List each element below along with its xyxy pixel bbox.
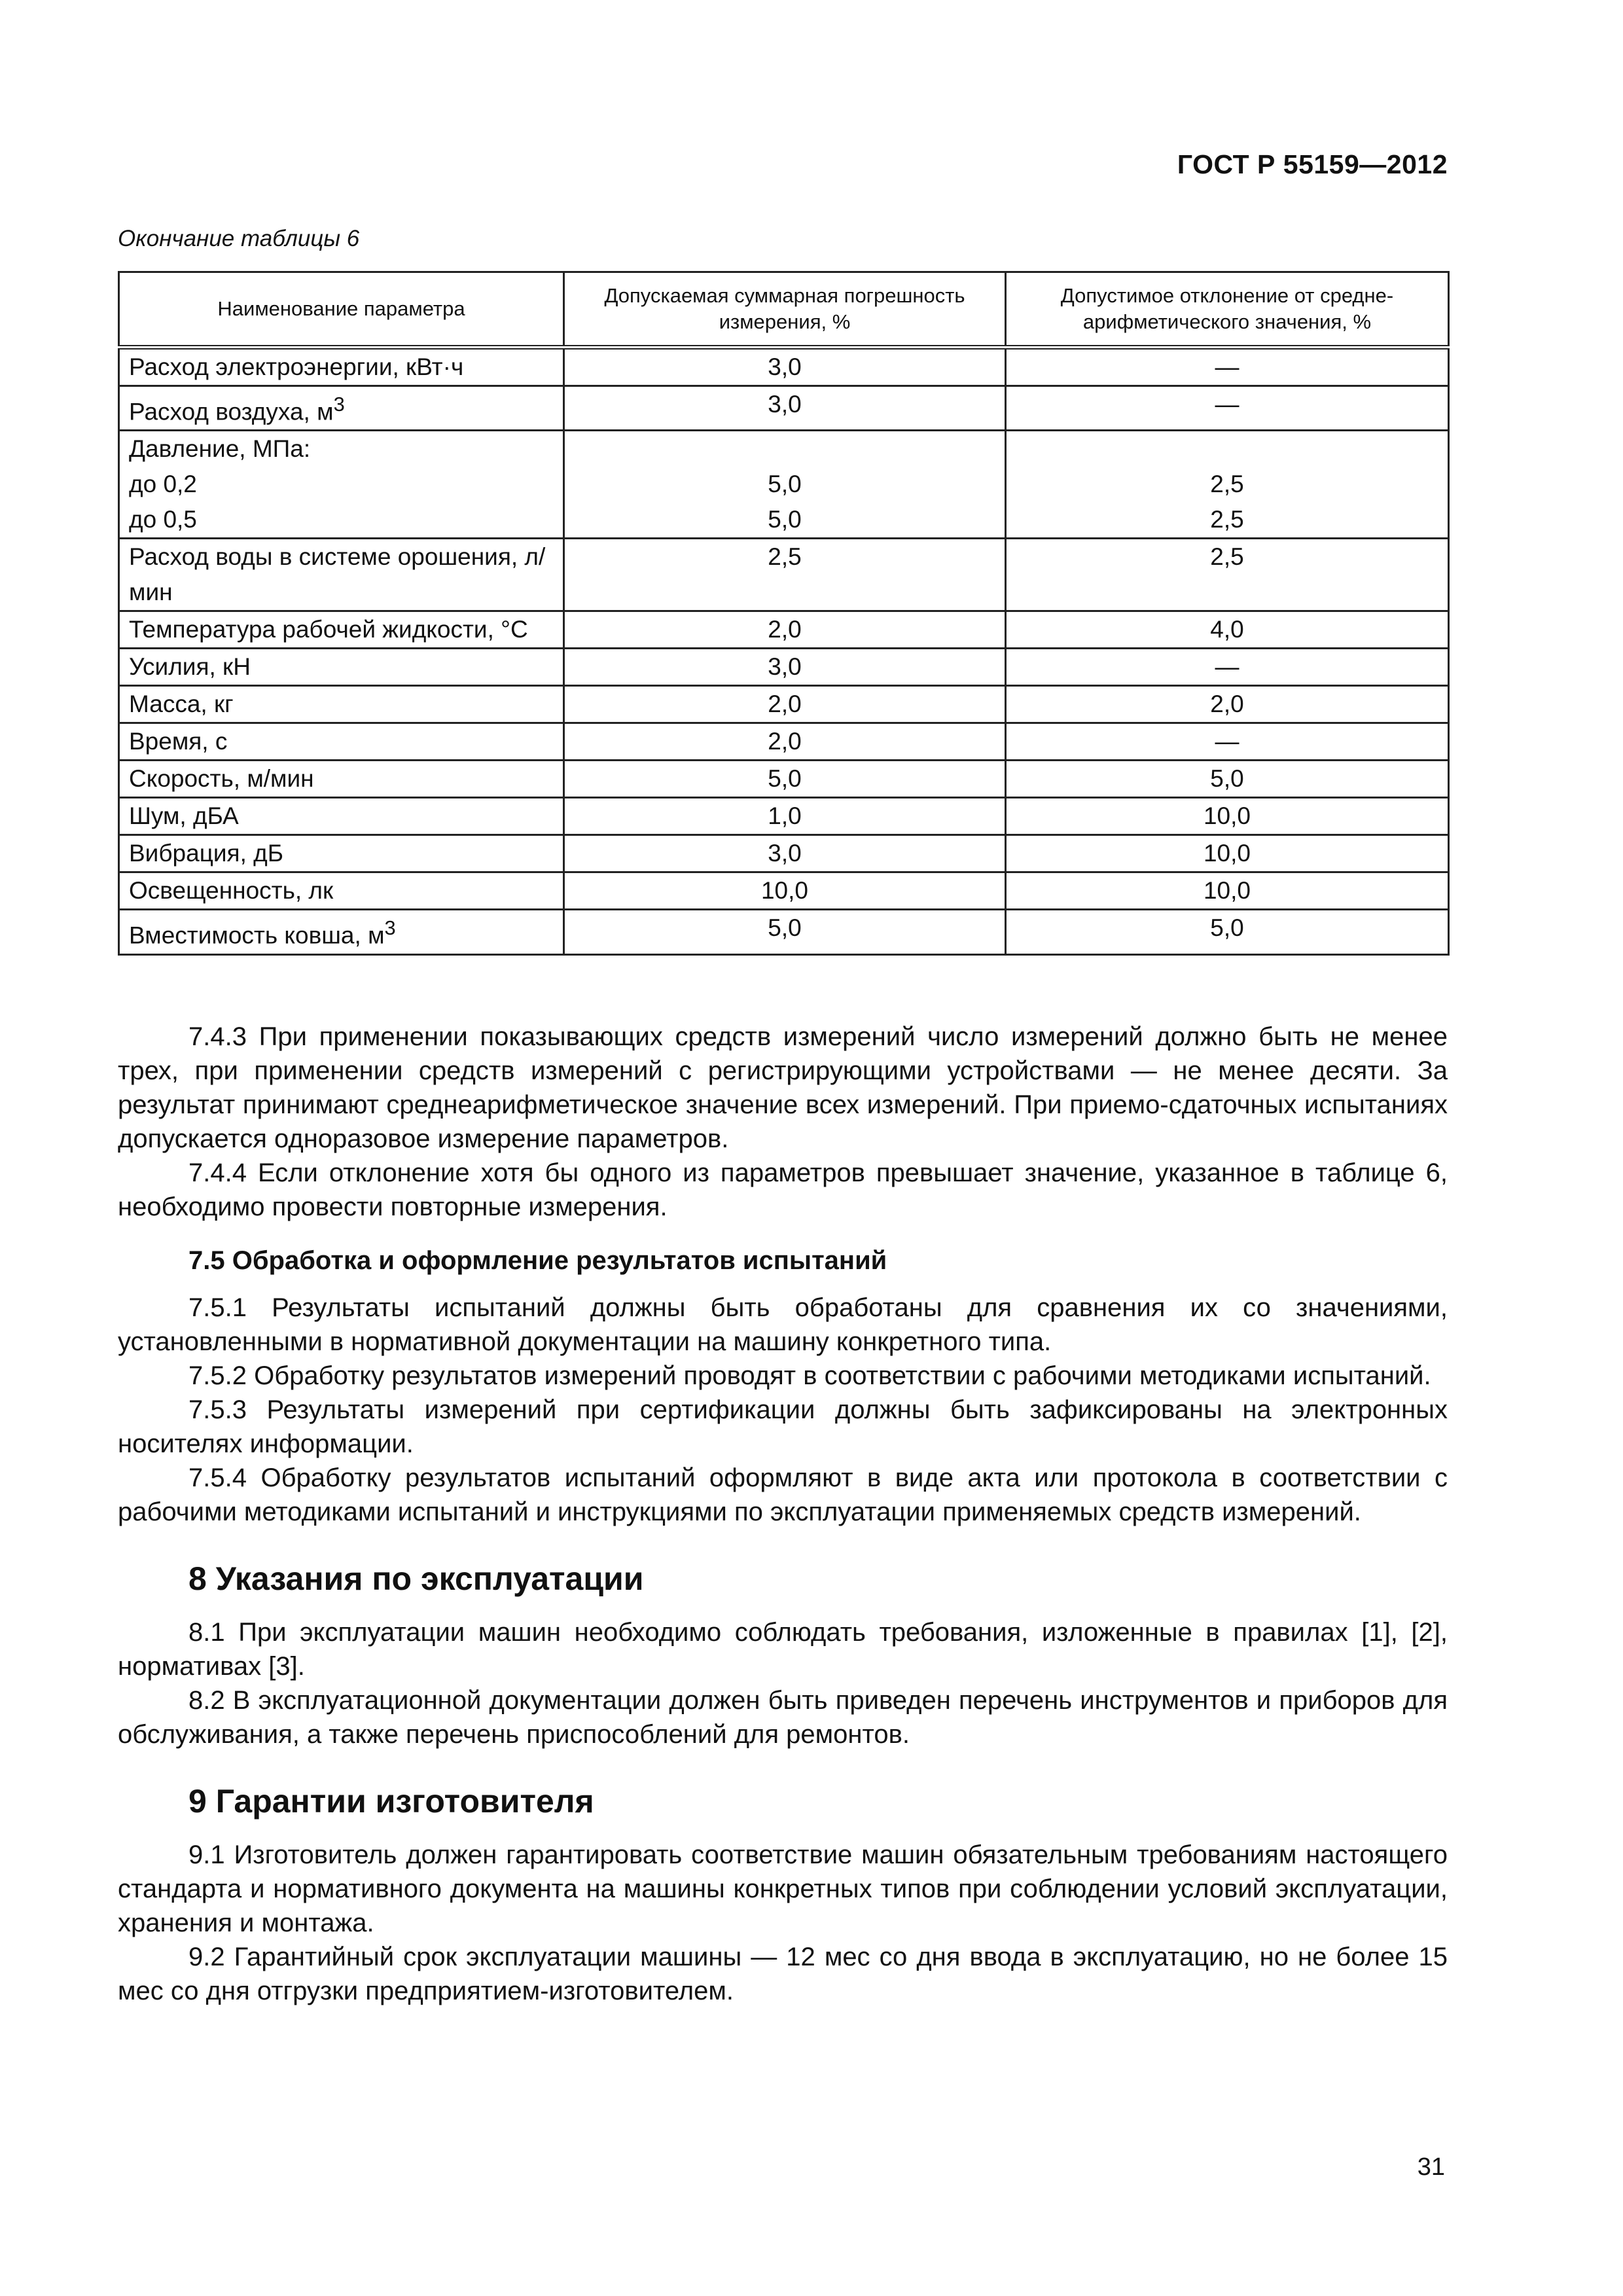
- table-row: [119, 431, 1449, 467]
- row-deviation: 10,0: [1006, 798, 1449, 835]
- row-deviation: —: [1006, 649, 1449, 686]
- row-name: Скорость, м/мин: [119, 761, 564, 798]
- table-row: [119, 835, 1449, 872]
- row-error: 3,0: [564, 649, 1006, 686]
- row-error: 3,0: [564, 835, 1006, 872]
- row-name: Расход воды в системе орошения, л/мин: [119, 539, 564, 611]
- header-measurement-error: Допускаемая суммарная погрешность измерения, %: [564, 272, 1006, 348]
- row-error: [564, 431, 1006, 467]
- row-deviation: 10,0: [1006, 835, 1449, 872]
- row-error: 1,0: [564, 798, 1006, 835]
- row-error: 5,0: [564, 467, 1006, 502]
- table-row: [119, 910, 1449, 954]
- header-deviation: Допустимое отклонение от средне-арифметического значения, %: [1006, 272, 1449, 348]
- row-deviation: 2,5: [1006, 467, 1449, 502]
- row-deviation: 5,0: [1006, 761, 1449, 798]
- section-heading-9: 9 Гарантии изготовителя: [188, 1783, 594, 1820]
- page-number: 31: [1417, 2153, 1445, 2181]
- row-error: 10,0: [564, 872, 1006, 910]
- row-name-cell: [119, 910, 564, 954]
- row-name: Шум, дБА: [119, 798, 564, 835]
- row-deviation: —: [1006, 386, 1449, 431]
- paragraph-7-5-2: 7.5.2 Обработку результатов измерений проводят в соответствии с рабочими методиками испытаний.: [188, 1361, 1431, 1390]
- row-name: Вместимость ковша, м: [129, 922, 385, 949]
- row-error: 2,0: [564, 686, 1006, 723]
- paragraph-9-2: 9.2 Гарантийный срок эксплуатации машины — 12 мес со дня ввода в эксплуатацию, но не более 15 мес со дня отгрузки предприятием-изготовителем.: [118, 1943, 1448, 2005]
- row-name: до 0,2: [119, 467, 564, 502]
- row-deviation: 4,0: [1006, 611, 1449, 649]
- row-deviation: 2,0: [1006, 686, 1449, 723]
- row-name-cell: [119, 386, 564, 431]
- paragraph-7-5-1: 7.5.1 Результаты испытаний должны быть обработаны для сравнения их со значениями, установленными в нормативной документации на машину конкретного типа.: [118, 1293, 1448, 1356]
- table-row: [119, 386, 1449, 431]
- row-name-superscript: 3: [333, 393, 345, 416]
- table-row: [119, 723, 1449, 761]
- row-name: Температура рабочей жидкости, °С: [119, 611, 564, 649]
- row-name: Вибрация, дБ: [119, 835, 564, 872]
- row-deviation: 5,0: [1006, 910, 1449, 954]
- section-heading-8: 8 Указания по эксплуатации: [188, 1560, 644, 1597]
- paragraph-8-2: 8.2 В эксплуатационной документации должен быть приведен перечень инструментов и приборов для обслуживания, а также перечень приспособлений для ремонтов.: [118, 1686, 1448, 1749]
- table-row: [119, 539, 1449, 611]
- row-error: 5,0: [564, 502, 1006, 539]
- table-header-row: [119, 272, 1449, 348]
- row-deviation: 2,5: [1006, 539, 1449, 611]
- table-row: [119, 649, 1449, 686]
- row-error: 3,0: [564, 348, 1006, 386]
- row-deviation: —: [1006, 723, 1449, 761]
- paragraph-7-4-4: 7.4.4 Если отклонение хотя бы одного из параметров превышает значение, указанное в таблице 6, необходимо провести повторные измерения.: [118, 1158, 1448, 1221]
- table-row: [119, 761, 1449, 798]
- table-row: [119, 502, 1449, 539]
- row-name: Расход электроэнергии, кВт·ч: [119, 348, 564, 386]
- table-row: [119, 798, 1449, 835]
- row-error: 2,0: [564, 611, 1006, 649]
- table-row: [119, 467, 1449, 502]
- document-code: ГОСТ Р 55159—2012: [1177, 149, 1448, 179]
- row-name: Усилия, кН: [119, 649, 564, 686]
- row-error: 2,0: [564, 723, 1006, 761]
- parameters-table: [118, 271, 1450, 956]
- row-name: Давление, МПа:: [119, 431, 564, 467]
- paragraph-8-1: 8.1 При эксплуатации машин необходимо соблюдать требования, изложенные в правилах [1], [2], нормативах [3].: [118, 1618, 1448, 1681]
- paragraph-7-5-3: 7.5.3 Результаты измерений при сертификации должны быть зафиксированы на электронных носителях информации.: [118, 1395, 1448, 1458]
- table-row: [119, 611, 1449, 649]
- row-error: 5,0: [564, 910, 1006, 954]
- row-name-superscript: 3: [384, 916, 396, 940]
- document-body: [118, 1020, 1448, 2008]
- row-name: Освещенность, лк: [119, 872, 564, 910]
- header-parameter-name: Наименование параметра: [119, 272, 564, 348]
- paragraph-7-4-3: 7.4.3 При применении показывающих средств измерений число измерений должно быть не менее трех, при применении средств измерений с регистрирующими устройствами — не менее десяти. За результат принимают среднеарифметическое значение всех измерений. При приемо-сдаточных испытаниях допускается одноразовое измерение параметров.: [118, 1022, 1448, 1153]
- row-deviation: 2,5: [1006, 502, 1449, 539]
- row-error: 3,0: [564, 386, 1006, 431]
- row-error: 2,5: [564, 539, 1006, 611]
- row-name: Масса, кг: [119, 686, 564, 723]
- table-row: [119, 686, 1449, 723]
- paragraph-9-1: 9.1 Изготовитель должен гарантировать соответствие машин обязательным требованиям настоящего стандарта и нормативного документа на машины конкретных типов при соблюдении условий эксплуатации, хранения и монтажа.: [118, 1840, 1448, 1937]
- row-deviation: [1006, 431, 1449, 467]
- table-caption: Окончание таблицы 6: [118, 226, 360, 251]
- heading-7-5: 7.5 Обработка и оформление результатов испытаний: [188, 1246, 887, 1275]
- table-row: [119, 348, 1449, 386]
- row-deviation: 10,0: [1006, 872, 1449, 910]
- paragraph-7-5-4: 7.5.4 Обработку результатов испытаний оформляют в виде акта или протокола в соответствии с рабочими методиками испытаний и инструкциями по эксплуатации применяемых средств измерений.: [118, 1463, 1448, 1526]
- row-error: 5,0: [564, 761, 1006, 798]
- row-deviation: —: [1006, 348, 1449, 386]
- row-name: Время, с: [119, 723, 564, 761]
- row-name: до 0,5: [119, 502, 564, 539]
- table-row: [119, 872, 1449, 910]
- row-name: Расход воздуха, м: [129, 398, 334, 425]
